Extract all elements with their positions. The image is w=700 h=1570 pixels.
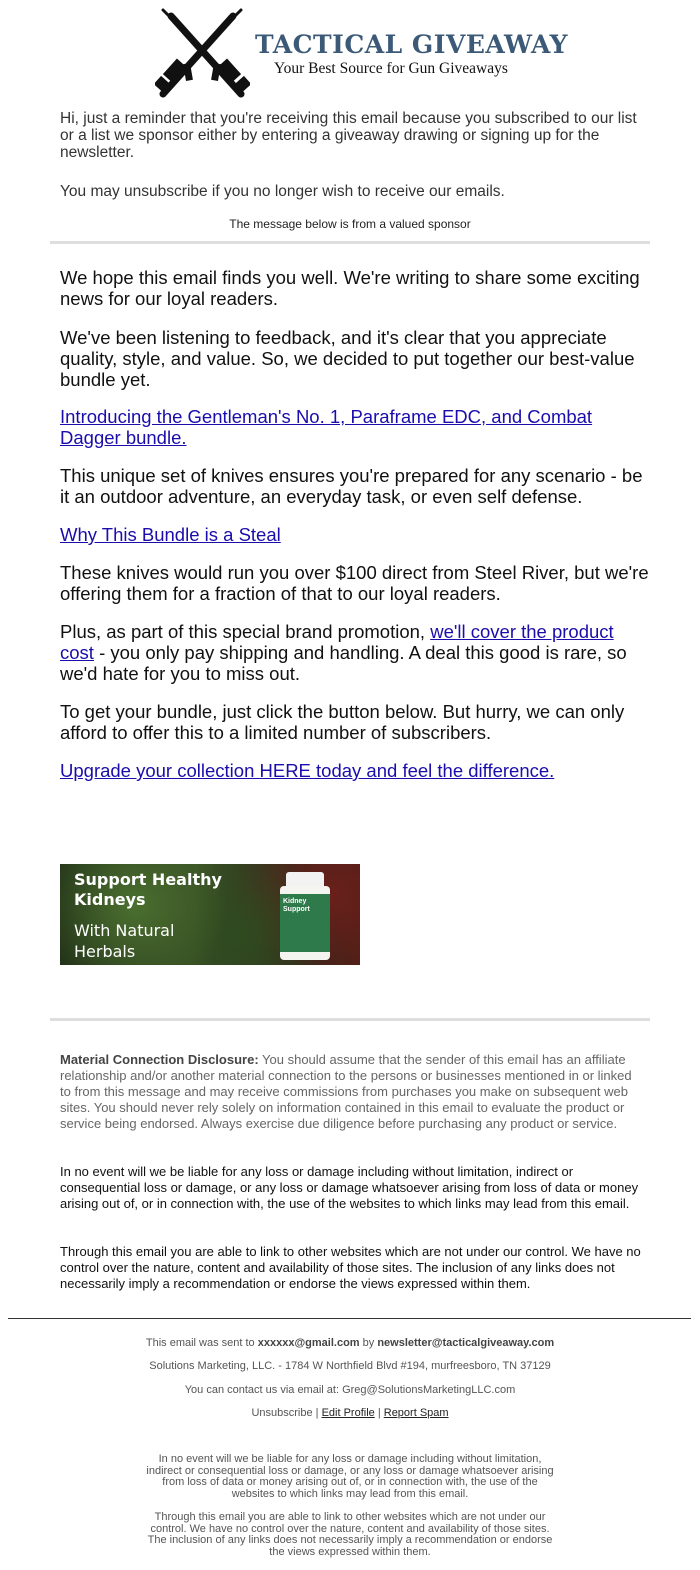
sent-prefix: This email was sent to [145,1337,258,1349]
message-paragraph: We've been listening to feedback, and it's clear that you appreciate quality, style, and value. So, we decided to put together our best-value bundle yet. [60,327,635,390]
link-separator: | [374,1407,384,1419]
message-paragraph: This unique set of knives ensures you're prepared for any scenario - be it an outdoor adventure, an everyday task, or even self defense. [60,465,643,507]
promotion-paragraph [60,621,650,684]
footer-links [50,1407,650,1420]
promotion-text-before: Plus, as part of this special brand promotion, [60,621,431,642]
banner-headline: Support Healthy Kidneys [74,870,222,909]
company-address: Solutions Marketing, LLC. - 1784 W Northfield Blvd #194, murfreesboro, TN 37129 [149,1360,551,1372]
report-spam-link[interactable]: Report Spam [383,1407,449,1419]
external-links-disclaimer: Through this email you are able to link to other websites which are not under our control. We have no control over the nature, content and availability of those sites. The inclusion of any links does not necessarily imply a recommendation or endorse the views expressed within them. [60,1244,641,1291]
disclosure-heading: Material Connection Disclosure: [60,1052,259,1067]
liability-disclaimer: In no event will we be liable for any loss or damage including without limitation, indirect or consequential loss or damage, or any loss or damage whatsoever arising from loss of data or money arising out of, or in connection with, the use of the websites to which links may lead from this email. [60,1164,639,1211]
message-paragraph: These knives would run you over $100 direct from Steel River, but we're offering them for a fraction of that to our loyal readers. [60,562,649,604]
banner-subline: With Natural Herbals [74,921,175,961]
crossed-rifles-icon [155,8,250,100]
why-bundle-steal-link[interactable]: Why This Bundle is a Steal [60,524,281,545]
unsubscribe-note: You may unsubscribe if you no longer wish to receive our emails. [60,183,505,200]
supplement-bottle-image [278,872,332,960]
message-paragraph: To get your bundle, just click the button below. But hurry, we can only afford to offer this to a limited number of subscribers. [60,701,625,743]
kidney-support-banner-ad[interactable] [60,864,360,965]
sender-email: newsletter@tacticalgiveaway.com [377,1337,555,1349]
sent-to-line [50,1337,650,1350]
brand-logo[interactable] [155,8,569,100]
unsubscribe-link[interactable]: Unsubscribe [251,1407,313,1419]
footer-links-disclaimer: Through this email you are able to link to other websites which are not under our control. We have no control over the nature, content and availability of those sites. The inclusion of any links does not necessarily imply a recommendation or endorse the views expressed within them. [147,1511,553,1558]
sponsor-note: The message below is from a valued sponsor [229,217,471,231]
divider [50,241,650,244]
footer-liability-disclaimer: In no event will we be liable for any loss or damage including without limitation, indirect or consequential loss or damage, or any loss or damage whatsoever arising from loss of data or money arising out of, or in connection with, the use of the websites to which links may lead from this email. [146,1453,554,1500]
message-paragraph: We hope this email finds you well. We're writing to share some exciting news for our loyal readers. [60,267,640,309]
promotion-text-after: - you only pay shipping and handling. A deal this good is rare, so we'd hate for you to miss out. [60,642,627,684]
bottle-label: Kidney Support [283,898,310,913]
brand-tagline: Your Best Source for Gun Giveaways [274,60,508,77]
sent-by-prefix: by [359,1337,378,1349]
brand-title: TACTICAL GIVEAWAY [255,30,569,59]
subscription-reminder: Hi, just a reminder that you're receiving this email because you subscribed to our list or a list we sponsor either by entering a giveaway drawing or signing up for the newsletter. [60,110,637,161]
divider [50,1018,650,1021]
upgrade-collection-link[interactable]: Upgrade your collection HERE today and feel the difference. [60,760,555,781]
recipient-email: xxxxxx@gmail.com [257,1337,360,1349]
bundle-intro-link[interactable]: Introducing the Gentleman's No. 1, Paraframe EDC, and Combat Dagger bundle. [60,406,593,448]
cta-paragraph [60,760,650,781]
steal-paragraph [60,524,650,545]
material-connection-disclosure [60,1052,645,1132]
link-separator: | [312,1407,322,1419]
edit-profile-link[interactable]: Edit Profile [321,1407,375,1419]
product-cost-link[interactable]: we'll cover the product cost [60,621,614,663]
footer-separator [8,1318,691,1319]
bundle-intro-paragraph [60,406,650,448]
contact-line: You can contact us via email at: Greg@SolutionsMarketingLLC.com [184,1384,516,1396]
disclosure-text: You should assume that the sender of this email has an affiliate relationship and/or another material connection to the persons or businesses mentioned in or linked to from this message and may receive commissions from purchases you make on subsequent web sites. You should never rely solely on information contained in this email to evaluate the product or service being endorsed. Always exercise due diligence before purchasing any product or service. [60,1052,632,1131]
